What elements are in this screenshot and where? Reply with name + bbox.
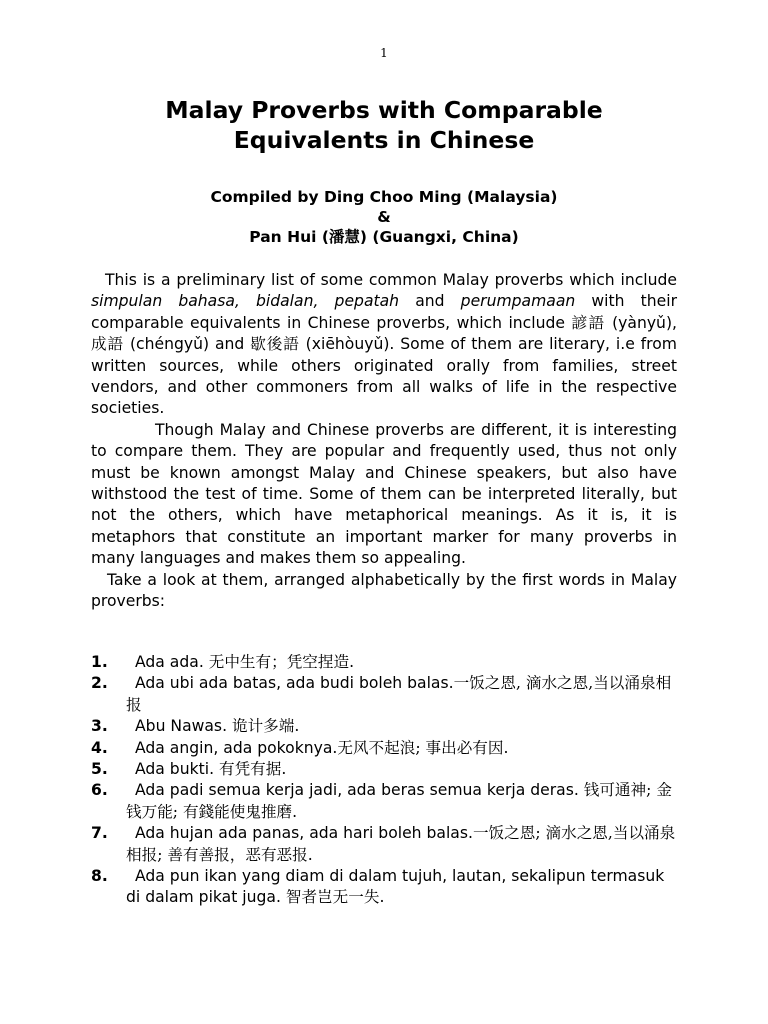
malay-proverb: Ada padi semua kerja jadi, ada beras semua kerja deras — [135, 781, 574, 800]
malay-proverb: Ada hujan ada panas, ada hari boleh balas — [135, 824, 468, 843]
list-item — [91, 652, 681, 673]
list-item — [91, 759, 681, 780]
malay-proverb: Abu Nawas — [135, 717, 223, 736]
list-item — [91, 780, 681, 823]
byline — [0, 187, 768, 247]
list-number: 3. — [91, 717, 108, 736]
paragraph-lead-in: Take a look at them, arranged alphabetically by the first words in Malay proverbs: — [91, 570, 677, 611]
text-run: and — [399, 292, 461, 311]
list-number: 1. — [91, 653, 108, 671]
text-run: (xiēhòuyǔ). Some of them are literary, i.e from written sources, while others originated orally from families, street vendors, and other commoners from all walks of life in the respective societies. — [91, 335, 677, 418]
chinese-equivalent: . 诡计多端. — [222, 717, 300, 736]
paragraph-comparison: Though Malay and Chinese proverbs are different, it is interesting to compare them. They are popular and frequently used, thus not only must be known amongst Malay and Chinese speakers, but also have withstood the test of time. Some of them can be interpreted literally, but not the others, which have metaphorical meanings. As it is, it is metaphors that constitute an important marker for many proverbs in many languages and makes them so appealing. — [91, 420, 677, 568]
list-number: 2. — [91, 674, 108, 693]
paragraph-intro — [91, 270, 677, 420]
byline-ampersand: & — [377, 208, 391, 226]
text-run: (chéngyǔ) and — [124, 335, 251, 354]
italic-term: perumpamaan — [460, 292, 576, 311]
list-number: 6. — [91, 781, 108, 800]
chinese-equivalent: .一饭之恩; 滴水之恩,当以涌泉相报; 善有善报，恶有恶报. — [126, 824, 676, 864]
chinese-equivalent: .无风不起浪; 事出必有因. — [332, 738, 509, 757]
chinese-equivalent: . 智者岂无一失. — [275, 888, 385, 907]
chinese-term: 歇後語 — [250, 335, 300, 354]
list-item — [91, 738, 681, 759]
list-number: 7. — [91, 824, 108, 843]
chinese-equivalent: . 钱可通神; 金钱万能; 有錢能使鬼推磨. — [126, 781, 672, 821]
chinese-term: 成語 — [91, 335, 125, 354]
chinese-equivalent: . 无中生有；凭空捏造. — [198, 653, 355, 671]
malay-proverb: Ada ada — [135, 653, 199, 671]
list-item — [91, 823, 681, 866]
chinese-term: 諺語 — [571, 313, 606, 332]
text-run: with their comparable equivalents in Chinese proverbs, which include — [91, 292, 677, 332]
page-number: 1 — [380, 46, 388, 60]
malay-proverb: Ada ubi ada batas, ada budi boleh balas — [135, 674, 449, 693]
body-text — [91, 270, 677, 613]
malay-proverb: Ada bukti — [135, 760, 210, 779]
italic-term-list: simpulan bahasa, bidalan, pepatah — [91, 292, 400, 311]
title-line-1: Malay Proverbs with Comparable — [165, 96, 603, 124]
list-item — [91, 866, 681, 909]
text-run: (yànyǔ), — [605, 313, 677, 332]
list-number: 8. — [91, 867, 108, 886]
list-number: 4. — [91, 738, 108, 757]
title-line-2: Equivalents in Chinese — [233, 126, 535, 154]
list-item — [91, 716, 681, 737]
proverb-list — [91, 652, 681, 909]
list-item — [91, 673, 681, 716]
malay-proverb: Ada angin, ada pokoknya — [135, 738, 333, 757]
chinese-equivalent: . 有凭有据. — [209, 760, 287, 779]
chinese-equivalent: .一饭之恩, 滴水之恩,当以涌泉相报 — [126, 674, 672, 714]
byline-author-2: Pan Hui (潘慧) (Guangxi, China) — [249, 228, 519, 246]
malay-proverb: Ada pun ikan yang diam di dalam tujuh, lautan, sekalipun termasuk di dalam pikat juga — [126, 867, 665, 907]
byline-author-1: Compiled by Ding Choo Ming (Malaysia) — [210, 188, 558, 206]
list-number: 5. — [91, 760, 108, 779]
text-run: This is a preliminary list of some common Malay proverbs which include — [105, 271, 677, 289]
document-title — [0, 95, 768, 155]
